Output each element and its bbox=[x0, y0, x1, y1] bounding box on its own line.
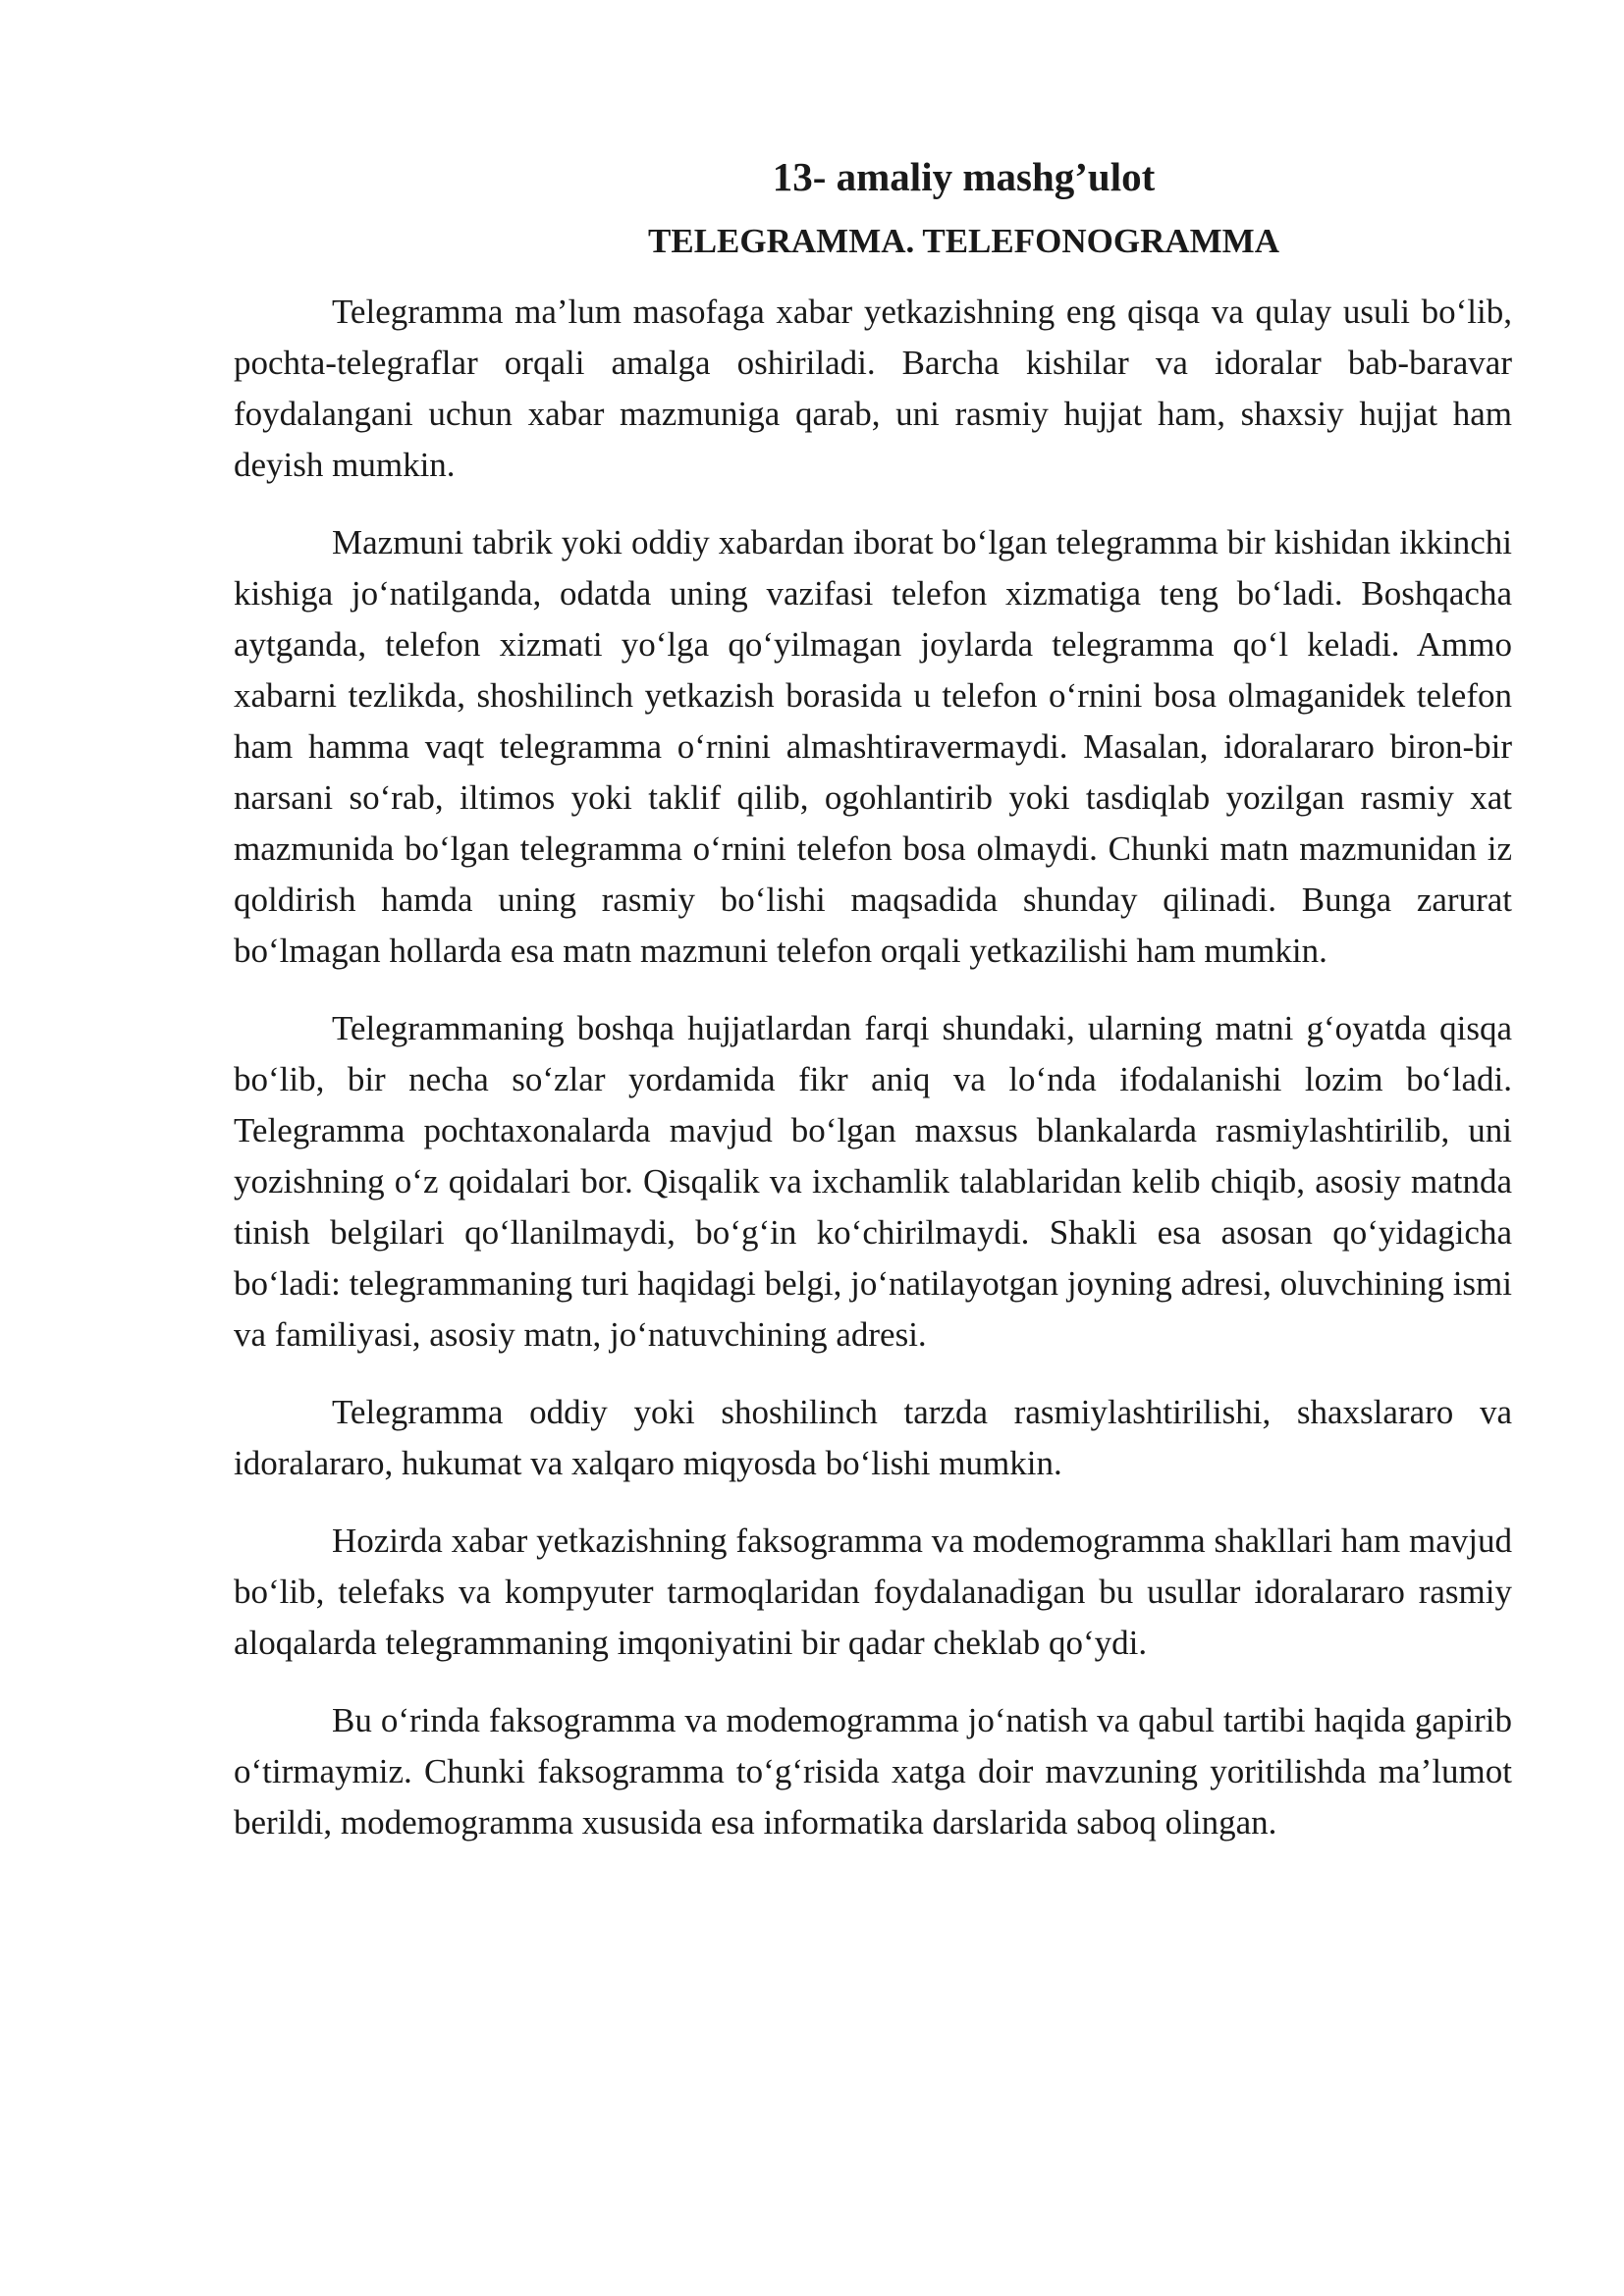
paragraph-6: Bu o‘rinda faksogramma va modemogramma jo‘natish va qabul tartibi haqida gapirib o‘tirmaymiz. Chunki faksogramma to‘g‘risida xatga doir mavzuning yoritilishda ma’lumot berildi, modemogramma xususida esa informatika darslarida saboq olingan. bbox=[234, 1701, 1512, 1842]
section-heading: TELEGRAMMA. TELEFONOGRAMMA bbox=[648, 222, 1279, 260]
paragraph-5: Hozirda xabar yetkazishning faksogramma va modemogramma shakllari ham mavjud bo‘lib, telefaks va kompyuter tarmoqlaridan foydalanadigan bu usullar idoralararo rasmiy aloqalarda telegrammaning imqoniyatini bir qadar cheklab qo‘ydi. bbox=[234, 1522, 1512, 1662]
paragraph-4: Telegramma oddiy yoki shoshilinch tarzda rasmiylashtirilishi, shaxslararo va idoralararo, hukumat va xalqaro miqyosda bo‘lishi mumkin. bbox=[234, 1393, 1512, 1482]
lesson-title: 13- amaliy mashg’ulot bbox=[772, 154, 1156, 199]
paragraph-3: Telegrammaning boshqa hujjatlardan farqi shundaki, ularning matni g‘oyatda qisqa bo‘lib, bir necha so‘zlar yordamida fikr aniq va lo‘nda ifodalanishi lozim bo‘ladi. Telegramma pochtaxonalarda mavjud bo‘lgan maxsus blankalarda rasmiylashtirilib, uni yozishning o‘z qoidalari bor. Qisqalik va ixchamlik talablaridan kelib chiqib, asosiy matnda tinish belgilari qo‘llanilmaydi, bo‘g‘in ko‘chirilmaydi. Shakli esa asosan qo‘yidagicha bo‘ladi: telegrammaning turi haqidagi belgi, jo‘natilayotgan joyning adresi, oluvchining ismi va familiyasi, asosiy matn, jo‘natuvchining adresi. bbox=[234, 1009, 1512, 1354]
paragraph-1: Telegramma ma’lum masofaga xabar yetkazishning eng qisqa va qulay usuli bo‘lib, pochta-telegraflar orqali amalga oshiriladi. Barcha kishilar va idoralar bab-baravar foydalangani uchun xabar mazmuniga qarab, uni rasmiy hujjat ham, shaxsiy hujjat ham deyish mumkin. bbox=[234, 293, 1512, 484]
paragraph-2: Mazmuni tabrik yoki oddiy xabardan iborat bo‘lgan telegramma bir kishidan ikkinchi kishiga jo‘natilganda, odatda uning vazifasi telefon xizmatiga teng bo‘ladi. Boshqacha aytganda, telefon xizmati yo‘lga qo‘yilmagan joylarda telegramma qo‘l keladi. Ammo xabarni tezlikda, shoshilinch yetkazish borasida u telefon o‘rnini bosa olmaganidek telefon ham hamma vaqt telegramma o‘rnini almashtiravermaydi. Masalan, idoralararo biron-bir narsani so‘rab, iltimos yoki taklif qilib, ogohlantirib yoki tasdiqlab yozilgan rasmiy xat mazmunida bo‘lgan telegramma o‘rnini telefon bosa olmaydi. Chunki matn mazmunidan iz qoldirish hamda uning rasmiy bo‘lishi maqsadida shunday qilinadi. Bunga zarurat bo‘lmagan hollarda esa matn mazmuni telefon orqali yetkazilishi ham mumkin. bbox=[234, 523, 1512, 970]
document-body bbox=[234, 147, 1512, 1848]
